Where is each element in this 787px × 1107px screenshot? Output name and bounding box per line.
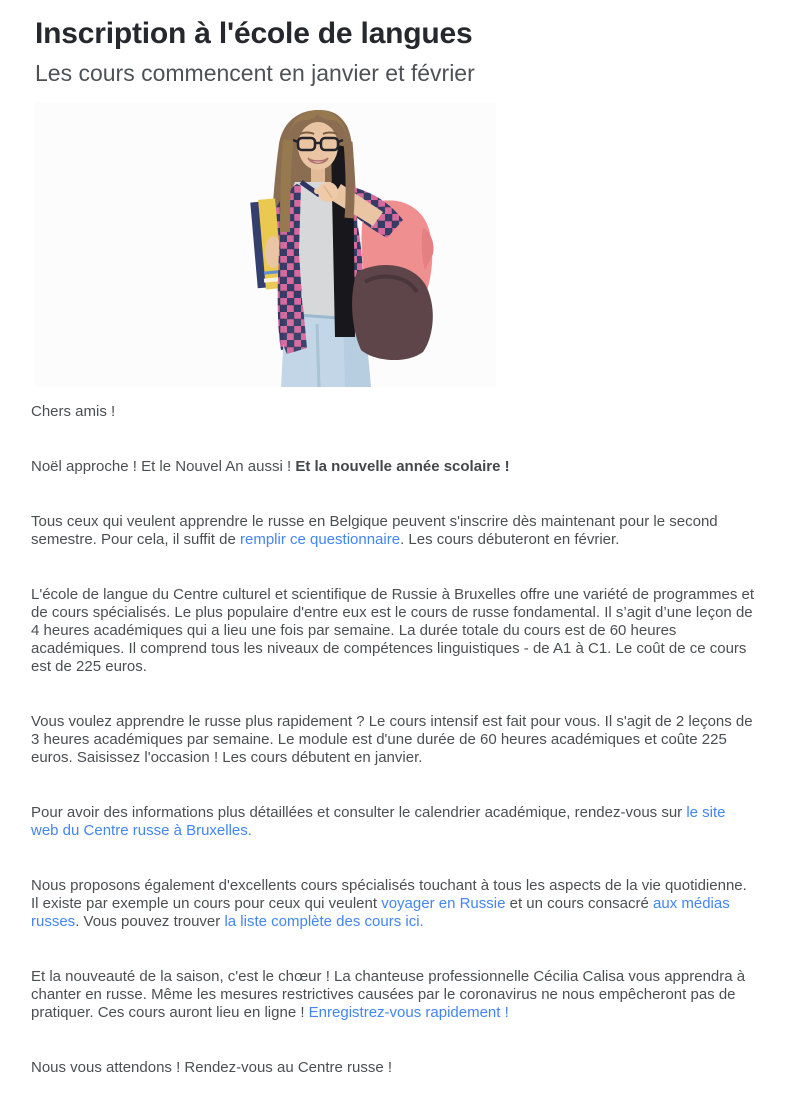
text-run: Pour avoir des informations plus détaillées et consulter le calendrier académique, rendez-vous sur [31,804,687,821]
student-photo-illustration [35,102,496,387]
paragraph-infos-site [31,804,756,840]
article-body [31,403,756,1077]
text-run: Chers amis ! [31,403,116,420]
page-subtitle: Les cours commencent en janvier et février [35,60,475,86]
text-run: . Vous pouvez trouver [75,913,225,930]
link-enregistrez-vous[interactable]: Enregistrez-vous rapidement ! [308,1004,509,1021]
text-run: Nous proposons également d'excellents cours spécialisés touchant à tous les aspects de la vie quotidienne. Il existe par exemple un cours pour ceux qui veulent [31,877,747,912]
paragraph-cours-specialises [31,877,756,931]
article-page [0,14,787,1107]
paragraph-inscription [31,513,756,549]
paragraph-closing [31,1059,756,1077]
text-run: L'école de langue du Centre culturel et scientifique de Russie à Bruxelles offre une variété de programmes et de cours spécialisés. Le plus populaire d'entre eux est le cours de russe fondamental. Il s’agit d’une leçon de 4 heures académiques qui a lieu une fois par semaine. La durée totale du cours est de 60 heures académiques. Il comprend tous les niveaux de compétences linguistiques - de A1 à C1. Le coût de ce cours est de 225 euros. [31,586,755,675]
link-voyager-en-russie[interactable]: voyager en Russie [381,895,506,912]
paragraph-noel [31,458,756,476]
paragraph-cours-fondamental [31,586,756,676]
shirt-tail [280,302,307,354]
paragraph-cours-intensif [31,713,756,767]
text-run: et un cours consacré [505,895,654,912]
article-image [35,102,496,387]
text-run: Noël approche ! Et le Nouvel An aussi ! [31,458,296,475]
link-remplir-ce-questionnaire[interactable]: remplir ce questionnaire [239,531,401,548]
hair-strand-left [285,140,288,232]
text-run: Et la nouveauté de la saison, c'est le chœur ! La chanteuse professionnelle Cécilia Calisa vous apprendra à chanter en russe. Même les mesures restrictives causées par le coronavirus ne nous empêcheront pas de pratiquer. Ces cours auront lieu en ligne ! [31,968,746,1021]
bold-new-school-year: Et la nouvelle année scolaire ! [295,458,510,475]
text-run: Nous vous attendons ! Rendez-vous au Centre russe ! [31,1059,393,1076]
text-run: Vous voulez apprendre le russe plus rapidement ? Le cours intensif est fait pour vous. Il s'agit de 2 leçons de 3 heures académiques par semaine. Le module est d'une durée de 60 heures académiques et coûte 225 euros. Saisissez l'occasion ! Les cours débutent en janvier. [31,713,753,766]
page-title: Inscription à l'école de langues [35,17,473,50]
hair-strand-right [348,142,350,218]
text-run: Tous ceux qui veulent apprendre le russe en Belgique peuvent s'inscrire dès maintenant pour le second semestre. Pour cela, il suffit de [31,513,718,548]
link-site-web-centre-russe[interactable]: le site web du Centre russe à Bruxelles. [31,804,726,839]
text-run: . Les cours débuteront en février. [400,531,620,548]
paragraph-greeting [31,403,756,421]
link-liste-complete-cours[interactable]: la liste complète des cours ici. [224,913,424,930]
link-aux-medias-russes[interactable]: aux médias russes [31,895,730,930]
paragraph-choeur [31,968,756,1022]
